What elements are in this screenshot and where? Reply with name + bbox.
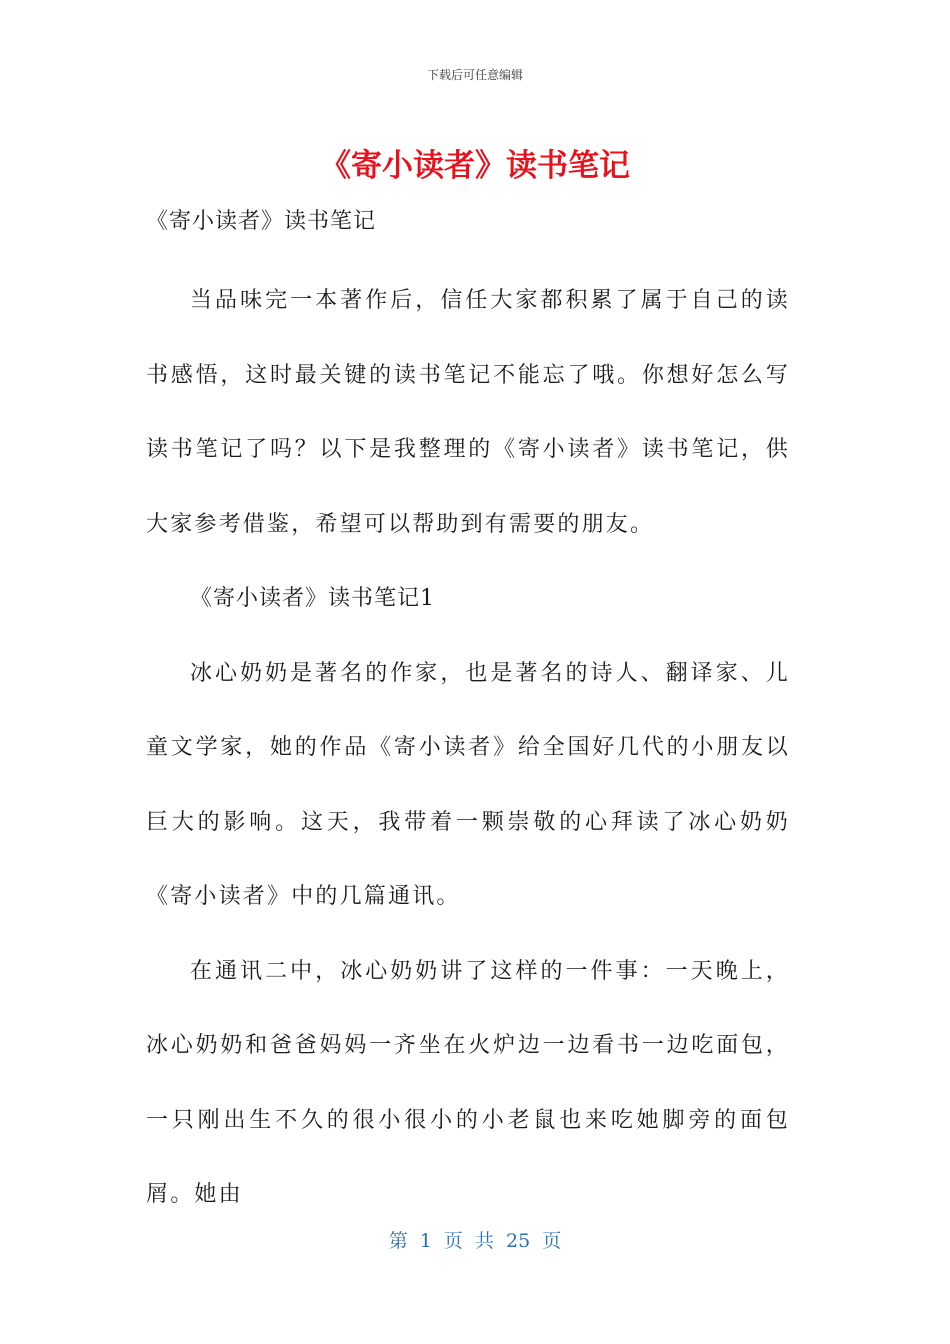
document-title: 《寄小读者》读书笔记 [320,148,630,184]
section-heading: 《寄小读者》读书笔记1 [190,586,435,611]
body-paragraph: 在通讯二中，冰心奶奶讲了这样的一件事：一天晚上，冰心奶奶和爸爸妈妈一齐坐在火炉边一边看书一边吃面包，一只刚出生不久的很小很小的小老鼠也来吃她脚旁的面包屑。她由 [146,958,790,1207]
intro-paragraph: 当品味完一本著作后，信任大家都积累了属于自己的读书感悟，这时最关键的读书笔记不能忘了哦。你想好怎么写读书笔记了吗？以下是我整理的《寄小读者》读书笔记，供大家参考借鉴，希望可以帮助到有需要的朋友。 [146,288,790,537]
document-subtitle: 《寄小读者》读书笔记 [146,209,377,234]
page-number: 第 1 页 共 25 页 [388,1230,562,1252]
header-note: 下载后可任意编辑 [426,68,523,82]
document-body [146,264,790,1233]
body-paragraph: 冰心奶奶是著名的作家，也是著名的诗人、翻译家、儿童文学家，她的作品《寄小读者》给全国好几代的小朋友以巨大的影响。这天，我带着一颗崇敬的心拜读了冰心奶奶《寄小读者》中的几篇通讯。 [146,660,790,909]
